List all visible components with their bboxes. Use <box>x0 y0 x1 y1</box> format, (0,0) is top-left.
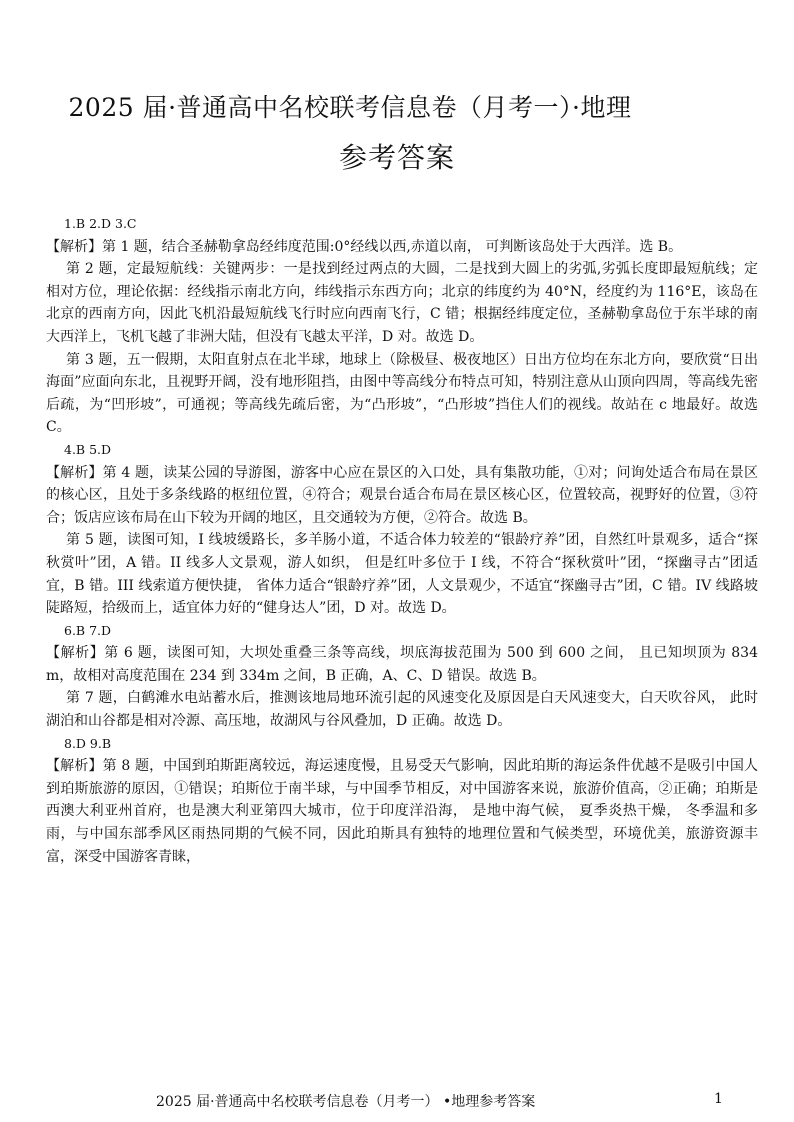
page-number: 1 <box>714 1091 723 1107</box>
analysis-q5: 第 5 题，读图可知，I 线坡缓路长，多羊肠小道，不适合体力较差的“银龄疗养”团，自然红叶景观多，适合“探秋赏叶”团，A 错。II 线多人文景观，游人如织， 但是红叶多位于 I 线，不符合“探秋赏叶”团，“探幽寻古”团适宜，B 错。III 线索道方便快捷， 省体力适合“银龄疗养”团，人文景观少，不适宜“探幽寻古”团，C 错。IV 线路坡陡路短，拾级而上，适宜体力好的“健身达人”团，D 对。故选 D。 <box>46 532 758 617</box>
answer-key-8-9: 8.D 9.B <box>64 735 112 751</box>
analysis-q6: 【解析】第 6 题，读图可知，大坝处重叠三条等高线，坝底海拔范围为 500 到 600 之间， 且已知坝顶为 834 m，故相对高度范围在 234 到 334m 之间，B 正确，A、C、D 错误。故选 B。 <box>46 645 758 684</box>
page-subtitle: 参考答案 <box>338 141 455 174</box>
page-title: 2025 届·普通高中名校联考信息卷（月考一）·地理 <box>68 93 632 122</box>
analysis-q2: 第 2 题，定最短航线：关键两步：一是找到经过两点的大圆，二是找到大圆上的劣弧,劣弧长度即最短航线；定相对方位，理论依据：经线指示南北方向，纬线指示东西方向；北京的纬度约为 40°N，经度约为 116°E，该岛在北京的西南方向，因此飞机沿最短航线飞行时应向西南飞行，C 错；根据经纬度定位，圣赫勒拿岛位于东半球的南大西洋上，飞机飞越了非洲大陆，但没有飞越太平洋，D 对。故选 D。 <box>46 261 758 345</box>
answer-key-6-7: 6.B 7.D <box>64 622 112 638</box>
analysis-q8: 【解析】第 8 题，中国到珀斯距离较远，海运速度慢，且易受天气影响，因此珀斯的海运条件优越不是吸引中国人到珀斯旅游的原因，①错误；珀斯位于南半球，与中国季节相反，对中国游客来说，旅游价值高，②正确；珀斯是西澳大利亚州首府，也是澳大利亚第四大城市，位于印度洋沿海， 是地中海气候， 夏季炎热干燥， 冬季温和多雨，与中国东部季风区雨热同期的气候不同，因此珀斯具有独特的地理位置和气候类型，环境优美，旅游资源丰富，深受中国游客青睐， <box>46 758 758 865</box>
analysis-q4: 【解析】第 4 题，读某公园的导游图，游客中心应在景区的入口处，具有集散功能，①对；问询处适合布局在景区的核心区，且处于多条线路的枢纽位置，④符合；观景台适合布局在景区核心区，位置较高，视野好的位置，③符合；饭店应该布局在山下较为开阔的地区，且交通较为方便，②符合。故选 B。 <box>46 464 758 526</box>
footer-text: 2025 届·普通高中名校联考信息卷（月考一） •地理参考答案 <box>156 1094 536 1110</box>
analysis-q1: 【解析】第 1 题，结合圣赫勒拿岛经纬度范围:0°经线以西,赤道以南， 可判断该岛处于大西洋。选 B。 <box>46 238 683 255</box>
analysis-q7: 第 7 题，白鹤滩水电站蓄水后，推测该地局地环流引起的风速变化及原因是白天风速变大，白天吹谷风， 此时湖泊和山谷都是相对冷源、高压地，故湖风与谷风叠加，D 正确。故选 D。 <box>46 690 758 730</box>
answer-key-4-5: 4.B 5.D <box>64 441 112 457</box>
answer-content <box>46 213 758 868</box>
analysis-q3: 第 3 题，五一假期，太阳直射点在北半球，地球上（除极昼、极夜地区）日出方位均在东北方向，要欣赏“日出海面”应面向东北，且视野开阔，没有地形阻挡，由图中等高线分布特点可知，特别注意从山顶向四周，等高线先密后疏，为“凹形坡”，可通视；等高线先疏后密，为“凸形坡”，“凸形坡”挡住人们的视线。故站在 c 地最好。故选 C。 <box>46 351 758 436</box>
answer-key-1-3: 1.B 2.D 3.C <box>64 216 137 231</box>
